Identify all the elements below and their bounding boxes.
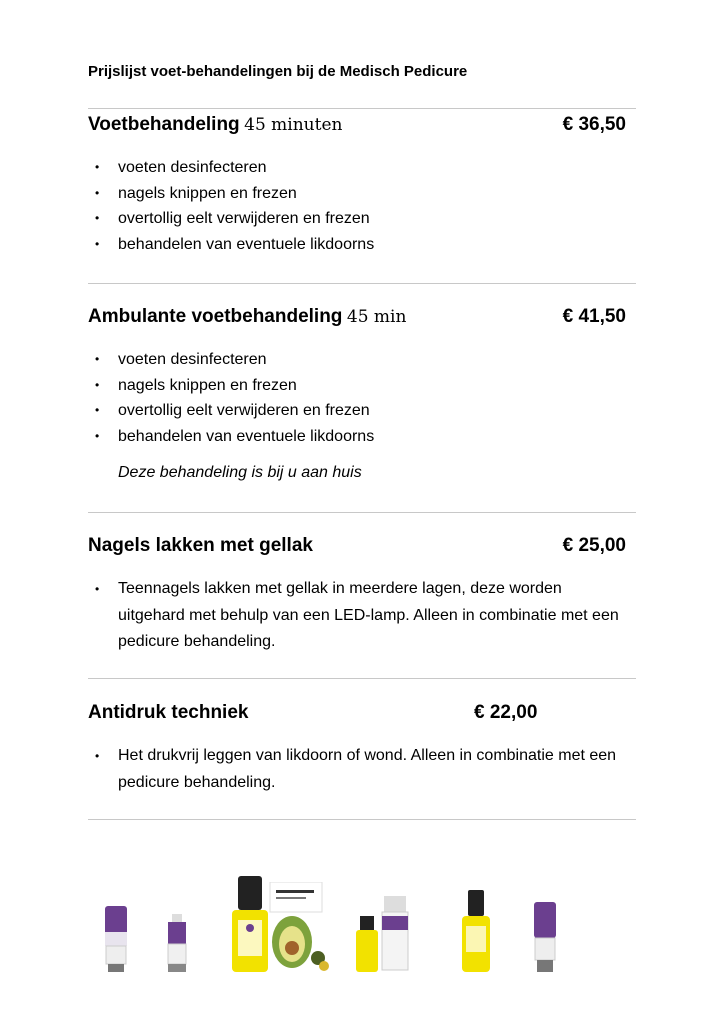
section-price: € 22,00 bbox=[474, 702, 538, 723]
divider bbox=[88, 283, 636, 284]
cream-tube-image bbox=[533, 902, 557, 972]
treatment-list bbox=[88, 347, 374, 449]
cream-tube-image bbox=[104, 906, 128, 972]
list-item: • nagels knippen en frezen bbox=[88, 373, 374, 399]
section-title: Ambulante voetbehandeling bbox=[88, 306, 343, 327]
section-duration: 45 minuten bbox=[244, 115, 343, 135]
divider bbox=[88, 678, 636, 679]
section-title: Antidruk techniek bbox=[88, 702, 249, 723]
avocado-box-image bbox=[266, 882, 332, 972]
oil-bottle-image bbox=[462, 890, 490, 972]
page-title: Prijslijst voet-behandelingen bij de Medisch Pedicure bbox=[88, 63, 468, 80]
oil-set-image bbox=[354, 896, 410, 972]
section-duration: 45 min bbox=[346, 307, 407, 327]
section-price: € 36,50 bbox=[562, 114, 626, 135]
section-price: € 25,00 bbox=[562, 535, 626, 556]
section-title: Nagels lakken met gellak bbox=[88, 535, 313, 556]
oil-bottle-image bbox=[232, 876, 268, 972]
list-item: • overtollig eelt verwijderen en frezen bbox=[88, 206, 374, 232]
section-header-gellak bbox=[88, 535, 626, 559]
list-item: • overtollig eelt verwijderen en frezen bbox=[88, 398, 374, 424]
section-price: € 41,50 bbox=[562, 306, 626, 327]
list-item: • voeten desinfecteren bbox=[88, 347, 374, 373]
list-item: • Teennagels lakken met gellak in meerdere lagen, deze worden uitgehard met behulp van een LED-lamp. Alleen in combinatie met een pedicure behandeling. bbox=[88, 576, 628, 656]
list-item: • nagels knippen en frezen bbox=[88, 181, 374, 207]
divider bbox=[88, 512, 636, 513]
divider bbox=[88, 108, 636, 109]
divider bbox=[88, 819, 636, 820]
list-item: • Het drukvrij leggen van likdoorn of wond. Alleen in combinatie met een pedicure behandeling. bbox=[88, 743, 628, 796]
section-header-ambulante bbox=[88, 306, 626, 330]
treatment-list bbox=[88, 743, 628, 796]
treatment-list bbox=[88, 576, 628, 656]
list-item: • behandelen van eventuele likdoorns bbox=[88, 424, 374, 450]
spray-bottle-image bbox=[167, 914, 187, 972]
section-header-voetbehandeling bbox=[88, 114, 626, 138]
list-item: • voeten desinfecteren bbox=[88, 155, 374, 181]
section-title: Voetbehandeling bbox=[88, 114, 240, 135]
home-visit-note: Deze behandeling is bij u aan huis bbox=[118, 464, 362, 481]
treatment-list bbox=[88, 155, 374, 257]
section-header-antidruk bbox=[88, 702, 626, 726]
list-item: • behandelen van eventuele likdoorns bbox=[88, 232, 374, 258]
product-photo bbox=[0, 860, 724, 990]
